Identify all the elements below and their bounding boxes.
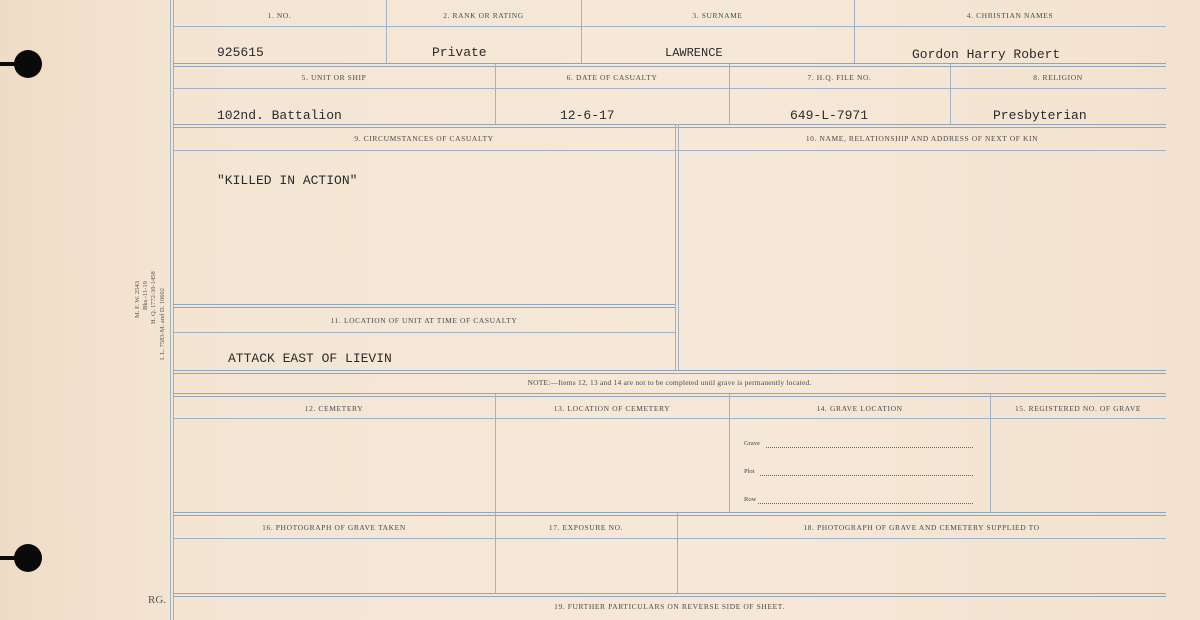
divider <box>581 0 582 63</box>
field-label-next-of-kin: 10. NAME, RELATIONSHIP AND ADDRESS OF NEXT OF KIN <box>805 134 1039 143</box>
field-label-photograph-supplied-to: 18. PHOTOGRAPH OF GRAVE AND CEMETERY SUPPLIED TO <box>803 523 1040 532</box>
field-label-unit: 5. UNIT OR SHIP <box>301 73 367 82</box>
row-label: Row <box>744 496 757 503</box>
rule <box>173 63 1166 64</box>
rule <box>173 150 1166 151</box>
field-label-grave-location: 14. GRAVE LOCATION <box>816 404 903 413</box>
divider <box>386 0 387 63</box>
field-label-surname: 3. SURNAME <box>692 11 743 20</box>
rule <box>173 332 675 333</box>
plot-label: Plot <box>744 468 755 475</box>
field-label-no: 1. NO. <box>267 11 292 20</box>
religion: Presbyterian <box>993 108 1087 123</box>
christian-names: Gordon Harry Robert <box>912 47 1061 62</box>
date-of-casualty: 12-6-17 <box>560 108 615 123</box>
field-label-circumstances: 9. CIRCUMSTANCES OF CASUALTY <box>354 134 494 143</box>
field-label-cemetery: 12. CEMETERY <box>304 404 364 413</box>
punch-hole-tab-bottom <box>0 556 20 560</box>
field-label-photograph-taken: 16. PHOTOGRAPH OF GRAVE TAKEN <box>262 523 406 532</box>
rule <box>173 538 1166 539</box>
form-code-line: I. L. 7583-M. and D. 10602 <box>159 287 166 360</box>
field-label-file-no: 7. H.Q. FILE NO. <box>807 73 872 82</box>
grave-line <box>766 447 973 448</box>
rank: Private <box>432 45 487 60</box>
footer-mark: RG. <box>148 594 167 606</box>
note: NOTE:—Items 12, 13 and 14 are not to be completed until grave is permanently located. <box>527 378 812 387</box>
grave-label: Grave <box>744 440 760 447</box>
form-code-line: Bks.-11-19 <box>142 281 149 310</box>
rule <box>173 593 1166 594</box>
further-particulars: 19. FURTHER PARTICULARS ON REVERSE SIDE OF SHEET. <box>554 602 785 611</box>
field-label-registered-no: 15. REGISTERED NO. OF GRAVE <box>1014 404 1142 413</box>
plot-line <box>760 475 973 476</box>
rule <box>173 26 1166 27</box>
form-code-line: H. Q. 1772-39-1458 <box>150 271 157 324</box>
divider <box>675 125 676 370</box>
circumstances: "KILLED IN ACTION" <box>217 173 358 188</box>
rule <box>173 370 1166 371</box>
field-label-christian-names: 4. CHRISTIAN NAMES <box>966 11 1054 20</box>
service-number: 925615 <box>217 45 264 60</box>
rule <box>173 124 1166 125</box>
form-code-line: M. F. W. 2543 <box>134 280 141 318</box>
rule <box>173 88 1166 89</box>
field-label-location-of-unit: 11. LOCATION OF UNIT AT TIME OF CASUALTY <box>330 316 518 325</box>
rule <box>173 304 675 305</box>
rule <box>173 512 1166 513</box>
rule <box>173 418 1166 419</box>
divider <box>854 0 855 63</box>
field-label-location-of-cemetery: 13. LOCATION OF CEMETERY <box>553 404 671 413</box>
unit: 102nd. Battalion <box>217 108 342 123</box>
margin-rule <box>170 0 171 620</box>
field-label-date: 6. DATE OF CASUALTY <box>566 73 658 82</box>
hq-file-no: 649-L-7971 <box>790 108 869 123</box>
surname: LAWRENCE <box>665 46 723 60</box>
row-line <box>758 503 973 504</box>
punch-hole-tab-top <box>0 62 20 66</box>
field-label-rank: 2. RANK OR RATING <box>443 11 524 20</box>
rule <box>173 393 1166 394</box>
field-label-religion: 8. RELIGION <box>1033 73 1083 82</box>
field-label-exposure-no: 17. EXPOSURE NO. <box>548 523 624 532</box>
location-of-unit: ATTACK EAST OF LIEVIN <box>228 351 392 366</box>
